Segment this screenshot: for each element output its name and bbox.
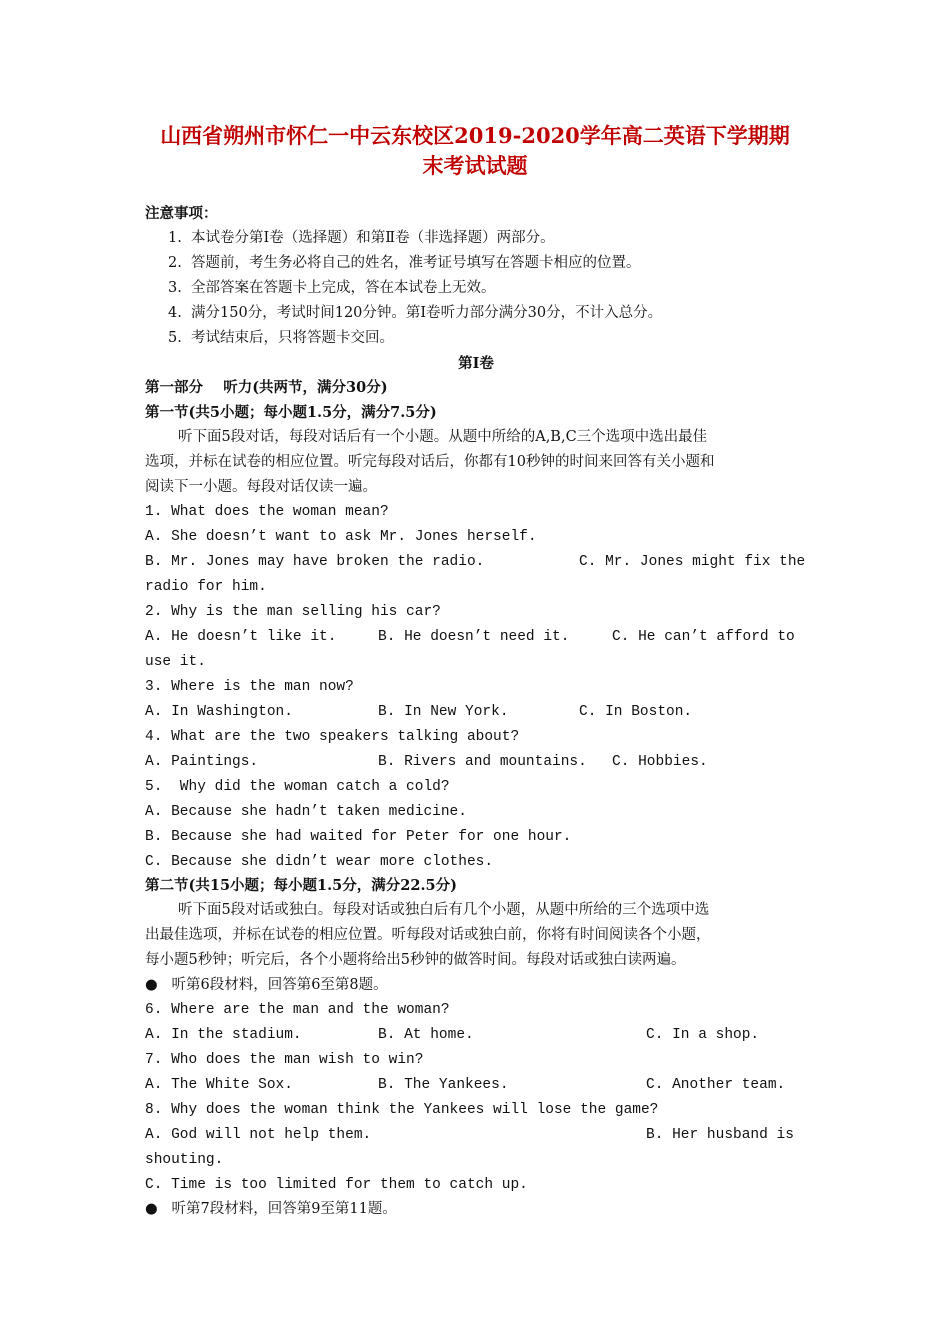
section2-intro: 出最佳选项，并标在试卷的相应位置。听每段对话或独白前，你将有时间阅读各个小题，: [145, 927, 711, 943]
question-stem: 1. What does the woman mean?: [145, 504, 389, 520]
option-c: C. He can’t afford to: [612, 629, 795, 645]
notice-item: 1. 本试卷分第Ⅰ卷（选择题）和第Ⅱ卷（非选择题）两部分。: [168, 230, 555, 246]
option-b: B. Rivers and mountains.: [378, 754, 587, 770]
option-b: B. Mr. Jones may have broken the radio.: [145, 554, 485, 570]
option-b: B. At home.: [378, 1027, 474, 1043]
notice-heading: 注意事项：: [145, 205, 218, 222]
option-b: B. In New York.: [378, 704, 509, 720]
option-c: C. Another team.: [646, 1077, 786, 1093]
option-a: A. God will not help them.: [145, 1127, 372, 1143]
option-a: A. In the stadium.: [145, 1027, 302, 1043]
material-instruction: ● 听第6段材料，回答第6至第8题。: [145, 977, 388, 993]
section1-heading: 第一节(共5小题；每小题1.5分，满分7.5分): [145, 404, 437, 421]
option-a: A. She doesn’t want to ask Mr. Jones herself.: [145, 529, 537, 545]
option-c: C. In Boston.: [579, 704, 693, 720]
option-a: A. He doesn’t like it.: [145, 629, 337, 645]
option-a: A. The White Sox.: [145, 1077, 293, 1093]
option-c-continued: radio for him.: [145, 579, 267, 595]
option-c-continued: use it.: [145, 654, 206, 670]
option-b: B. The Yankees.: [378, 1077, 509, 1093]
section1-intro: 阅读下一小题。每段对话仅读一遍。: [145, 479, 377, 495]
section2-intro: 每小题5秒钟；听完后，各个小题将给出5秒钟的做答时间。每段对话或独白读两遍。: [145, 952, 686, 968]
section2-heading: 第二节(共15小题；每小题1.5分，满分22.5分): [145, 877, 457, 894]
option-a: A. Paintings.: [145, 754, 259, 770]
option-b-continued: shouting.: [145, 1152, 224, 1168]
exam-title-line1: 山西省朔州市怀仁一中云东校区2019-2020学年高二英语下学期期: [160, 123, 790, 148]
option-a: A. Because she hadn’t taken medicine.: [145, 804, 467, 820]
section2-intro: 听下面5段对话或独白。每段对话或独白后有几个小题，从题中所给的三个选项中选: [178, 902, 710, 918]
question-stem: 3. Where is the man now?: [145, 679, 354, 695]
part1-heading: 第一部分 听力(共两节，满分30分): [145, 379, 388, 396]
notice-item: 4. 满分150分，考试时间120分钟。第Ⅰ卷听力部分满分30分，不计入总分。: [168, 305, 663, 321]
exam-title-line2: 末考试试题: [422, 153, 528, 178]
option-b: B. Her husband is: [646, 1127, 794, 1143]
option-a: A. In Washington.: [145, 704, 293, 720]
question-stem: 7. Who does the man wish to win?: [145, 1052, 424, 1068]
question-stem: 8. Why does the woman think the Yankees will lose the game?: [145, 1102, 659, 1118]
section1-intro: 选项，并标在试卷的相应位置。听完每段对话后，你都有10秒钟的时间来回答有关小题和: [145, 454, 715, 470]
material-instruction: ● 听第7段材料，回答第9至第11题。: [145, 1201, 397, 1217]
option-c: C. Hobbies.: [612, 754, 708, 770]
option-c: C. Time is too limited for them to catch up.: [145, 1177, 528, 1193]
option-c: C. Mr. Jones might fix the: [579, 554, 806, 570]
question-stem: 2. Why is the man selling his car?: [145, 604, 441, 620]
notice-item: 5. 考试结束后，只将答题卡交回。: [168, 330, 395, 346]
question-stem: 6. Where are the man and the woman?: [145, 1002, 450, 1018]
question-stem: 4. What are the two speakers talking about?: [145, 729, 520, 745]
option-c: C. In a shop.: [646, 1027, 760, 1043]
option-b: B. He doesn’t need it.: [378, 629, 570, 645]
notice-item: 3. 全部答案在答题卡上完成，答在本试卷上无效。: [168, 280, 496, 296]
notice-item: 2. 答题前，考生务必将自己的姓名，准考证号填写在答题卡相应的位置。: [168, 255, 641, 271]
section1-intro: 听下面5段对话，每段对话后有一个小题。从题中所给的A,B,C三个选项中选出最佳: [178, 429, 708, 445]
volume-heading: 第Ⅰ卷: [458, 355, 494, 372]
question-stem: 5. Why did the woman catch a cold?: [145, 779, 450, 795]
option-c: C. Because she didn’t wear more clothes.: [145, 854, 494, 870]
option-b: B. Because she had waited for Peter for one hour.: [145, 829, 572, 845]
